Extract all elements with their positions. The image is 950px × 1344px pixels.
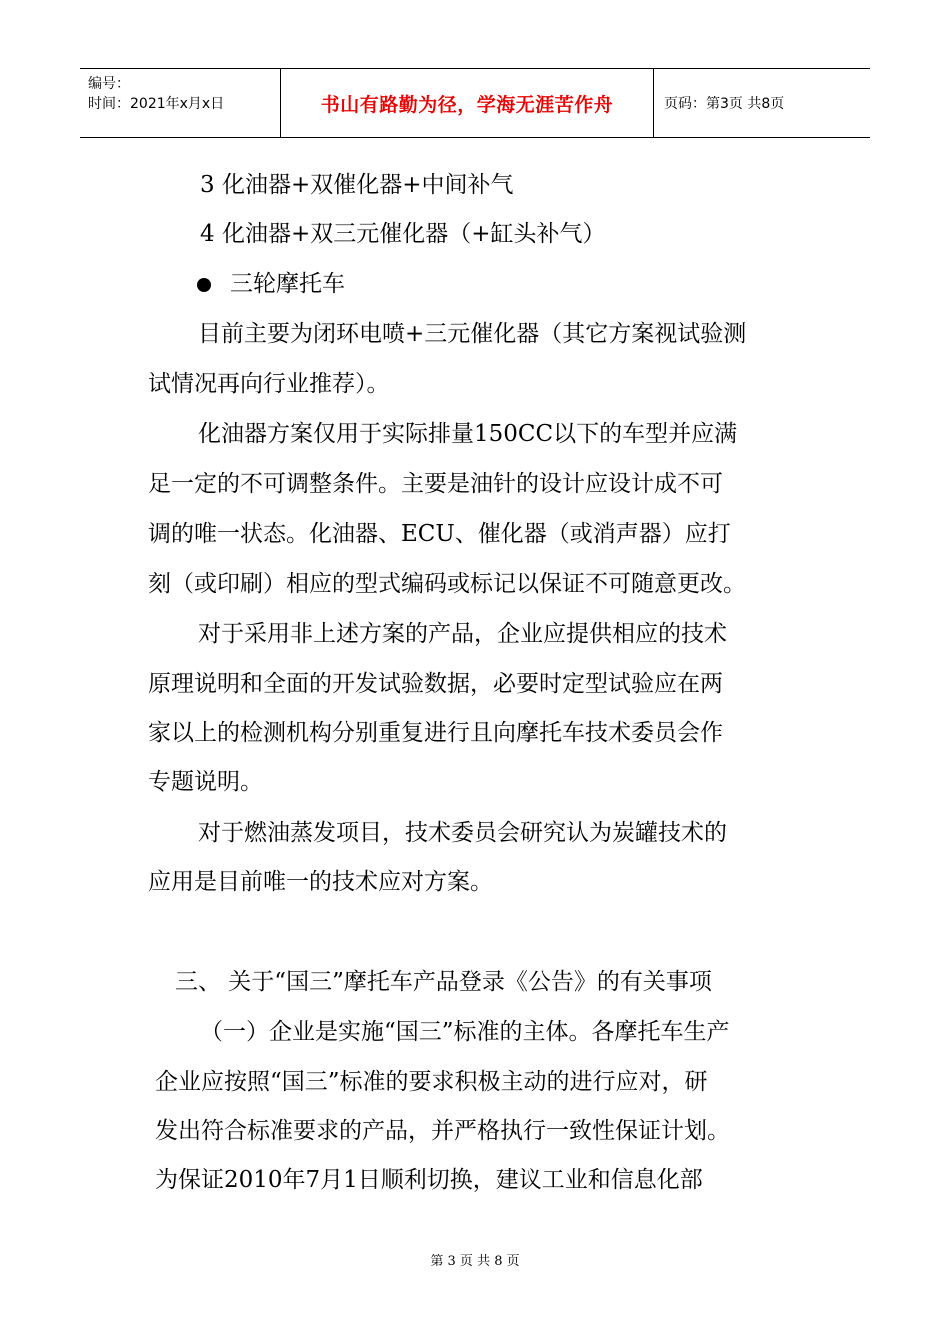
paragraph-line: 对于燃油蒸发项目，技术委员会研究认为炭罐技术的 [198, 820, 727, 846]
header-left-cell [80, 69, 281, 137]
list-item-4: 4 化油器+双三元催化器（+缸头补气） [200, 221, 606, 247]
paragraph-line: 刻（或印刷）相应的型式编码或标记以保证不可随意更改。 [148, 571, 746, 597]
paragraph-line: 原理说明和全面的开发试验数据，必要时定型试验应在两 [148, 671, 723, 697]
paragraph-line: 家以上的检测机构分别重复进行且向摩托车技术委员会作 [148, 720, 723, 746]
paragraph-line: 目前主要为闭环电喷+三元催化器（其它方案视试验测 [198, 321, 747, 347]
bullet-tricycle: 三轮摩托车 [230, 271, 345, 297]
page-footer: 第 3 页 共 8 页 [430, 1254, 520, 1269]
paragraph-line: 化油器方案仅用于实际排量150CC以下的车型并应满 [198, 421, 738, 447]
paragraph-line: 应用是目前唯一的技术应对方案。 [148, 869, 493, 895]
list-item-3: 3 化油器+双催化器+中间补气 [200, 172, 514, 198]
paragraph-line: 发出符合标准要求的产品，并严格执行一致性保证计划。 [155, 1118, 730, 1144]
paragraph-line: 试情况再向行业推荐）。 [148, 371, 390, 397]
header-motto: 书山有路勤为径，学海无涯苦作舟 [320, 93, 614, 116]
paragraph-line: 调的唯一状态。化油器、ECU、催化器（或消声器）应打 [148, 521, 731, 547]
header-page-info: 页码：第3页 共8页 [664, 96, 785, 112]
paragraph-line: 专题说明。 [148, 769, 263, 795]
paragraph-line: 企业应按照“国三”标准的要求积极主动的进行应对，研 [155, 1069, 708, 1095]
date-label: 时间：2021年x月x日 [88, 96, 225, 112]
paragraph-line: 为保证2010年7月1日顺利切换，建议工业和信息化部 [155, 1167, 703, 1193]
paragraph-line: 对于采用非上述方案的产品，企业应提供相应的技术 [198, 621, 727, 647]
header-motto-cell [281, 69, 654, 137]
paragraph-line: （一）企业是实施“国三”标准的主体。各摩托车生产 [200, 1019, 730, 1045]
paragraph-line: 足一定的不可调整条件。主要是油针的设计应设计成不可 [148, 471, 723, 497]
header-page-cell [654, 69, 870, 137]
serial-number-label: 编号： [88, 76, 130, 92]
section-heading: 三、 关于“国三”摩托车产品登录《公告》的有关事项 [175, 969, 712, 995]
bullet-dot-icon [197, 278, 211, 292]
page-header [80, 68, 870, 138]
